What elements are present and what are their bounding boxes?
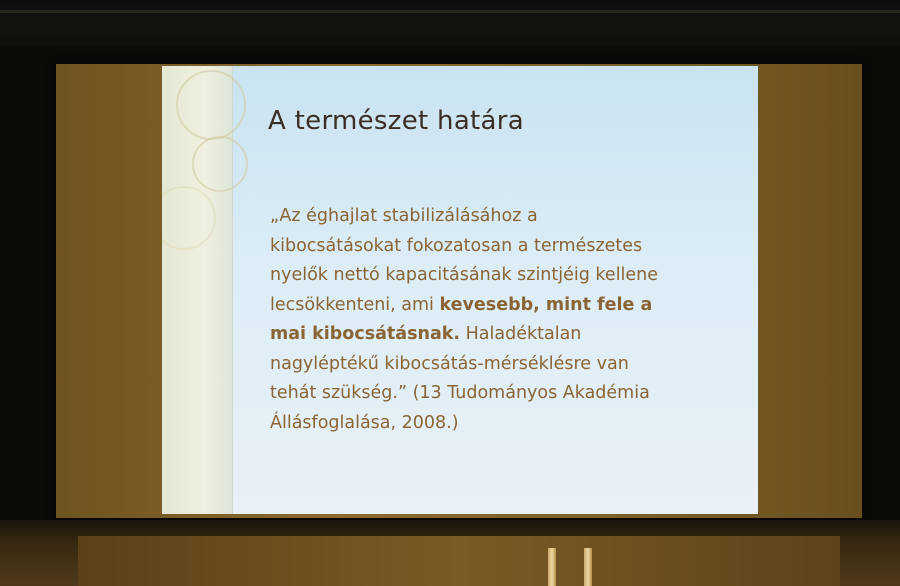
decorative-circle-icon <box>176 70 246 140</box>
slide-quote-line <box>270 320 740 350</box>
decorative-circle-icon <box>192 136 248 192</box>
slide-quote-emphasis: kevesebb, mint fele a <box>439 294 653 315</box>
slide-quote-text: Állásfoglalása, 2008.) <box>270 412 459 433</box>
slide-quote-line <box>270 379 740 409</box>
stand-pole <box>584 548 592 586</box>
slide-quote-text: lecsökkenteni, ami <box>270 294 440 315</box>
slide-quote-line <box>270 350 740 380</box>
stage-wall <box>78 536 840 586</box>
slide-quote-text: nagyléptékű kibocsátás-mérséklésre van <box>270 353 629 374</box>
room-ceiling <box>0 0 900 46</box>
slide-decoration-band <box>162 66 233 514</box>
slide-quote-text: tehát szükség.” (13 Tudományos Akadémia <box>270 383 650 403</box>
decorative-circle-icon <box>162 186 216 250</box>
slide-quote-text: nyelők nettó kapacitásának szintjéig kellene <box>270 265 659 285</box>
slide-quote-text: „Az éghajlat stabilizálásához a <box>270 206 538 226</box>
slide-quote-line <box>270 232 740 262</box>
slide-quote-line <box>270 261 740 291</box>
slide-title: A természet határa <box>268 106 525 136</box>
slide-quote <box>270 202 740 438</box>
presentation-slide <box>162 66 758 514</box>
slide-quote-line <box>270 409 740 439</box>
slide-quote-text: kibocsátásokat fokozatosan a természetes <box>270 235 643 256</box>
slide-quote-text: Haladéktalan <box>460 324 582 344</box>
stand-pole <box>548 548 556 586</box>
slide-quote-emphasis: mai kibocsátásnak. <box>270 324 461 344</box>
slide-quote-line <box>270 202 740 232</box>
ceiling-trim <box>0 10 900 13</box>
slide-quote-line <box>270 291 740 321</box>
